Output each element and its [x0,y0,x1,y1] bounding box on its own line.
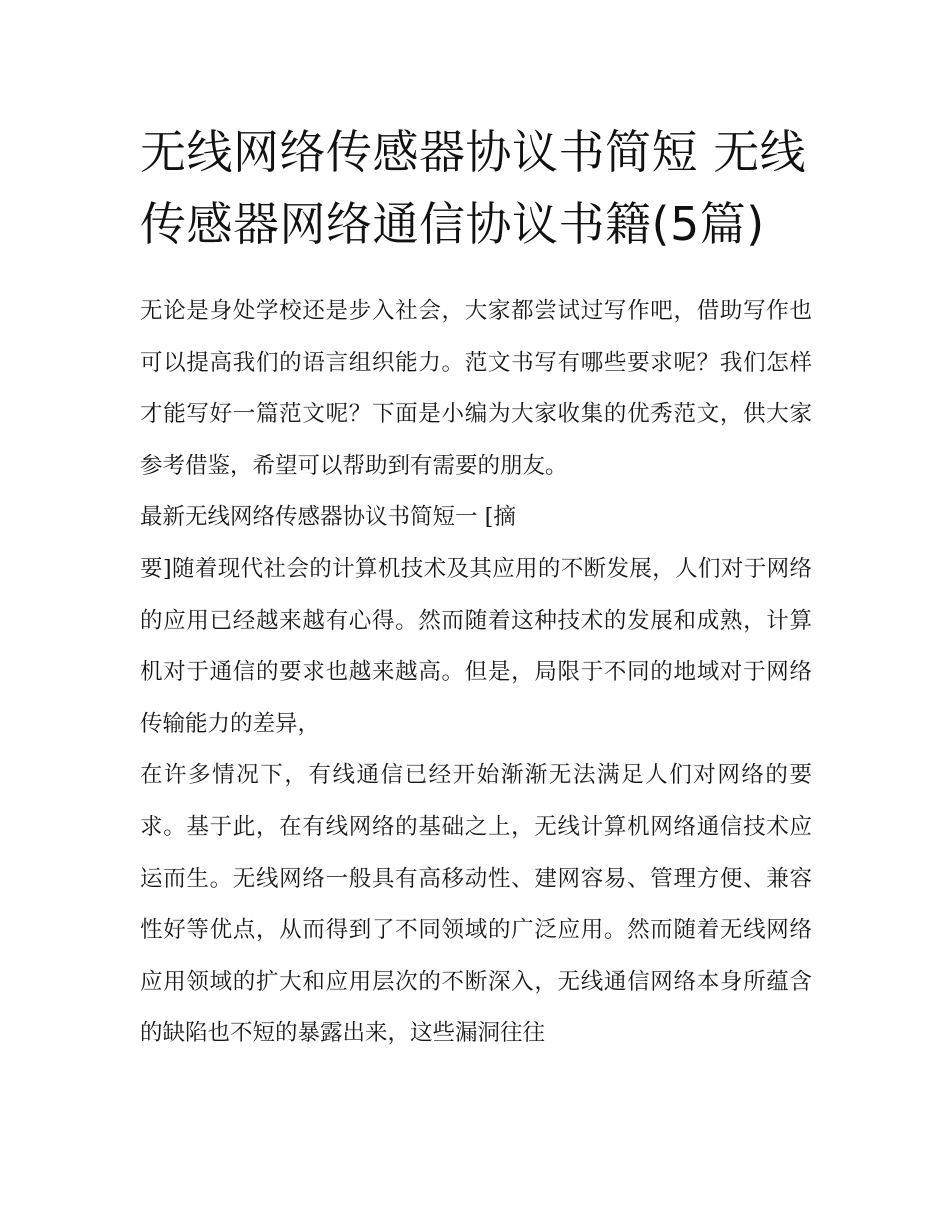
body-paragraph: 在许多情况下，有线通信已经开始渐渐无法满足人们对网络的要求。基于此，在有线网络的基础之上，无线计算机网络通信技术应运而生。无线网络一般具有高移动性、建网容易、管理方便、兼容性好等优点，从而得到了不同领域的广泛应用。然而随着无线网络应用领域的扩大和应用层次的不断深入，无线通信网络本身所蕴含的缺陷也不短的暴露出来，这些漏洞往往 [140,762,812,1047]
document-page [140,116,812,1060]
abstract-paragraph: 要]随着现代社会的计算机技术及其应用的不断发展，人们对于网络的应用已经越来越有心得。然而随着这种技术的发展和成熟，计算机对于通信的要求也越来越高。但是，局限于不同的地域对于网络传输能力的差异， [140,555,812,737]
document-title: 无线网络传感器协议书简短 无线传感器网络通信协议书籍(5篇) [140,125,807,251]
intro-paragraph: 无论是身处学校还是步入社会，大家都尝试过写作吧，借助写作也可以提高我们的语言组织能力。范文书写有哪些要求呢？我们怎样才能写好一篇范文呢？下面是小编为大家收集的优秀范文，供大家参考借鉴，希望可以帮助到有需要的朋友。 [140,298,812,479]
section-heading-line: 最新无线网络传感器协议书简短一 [摘 [140,504,516,531]
document-body [140,286,812,1060]
